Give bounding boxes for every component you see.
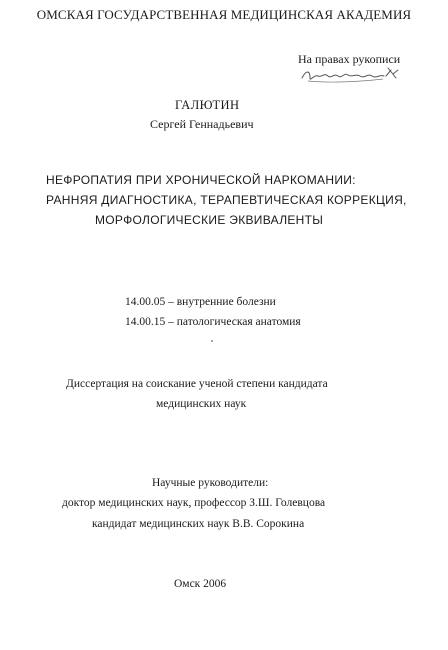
dissertation-title-line: МОРФОЛОГИЧЕСКИЕ ЭКВИВАЛЕНТЫ [95, 213, 324, 227]
institution-name: ОМСКАЯ ГОСУДАРСТВЕННАЯ МЕДИЦИНСКАЯ АКАДЕМИЯ [36, 7, 412, 22]
degree-purpose-line: медицинских наук [156, 398, 247, 410]
city-year: Омск 2006 [174, 578, 227, 590]
dissertation-title-line: РАННЯЯ ДИАГНОСТИКА, ТЕРАПЕВТИЧЕСКАЯ КОРРЕКЦИЯ, [46, 193, 407, 207]
specialty-code: 14.00.05 – внутренние болезни [125, 296, 276, 308]
supervisors-label: Научные руководители: [152, 477, 269, 489]
supervisor-name: доктор медицинских наук, профессор З.Ш. Голевцова [62, 497, 326, 509]
degree-purpose-line: Диссертация на соискание ученой степени кандидата [66, 378, 328, 390]
handwritten-signature [298, 64, 408, 86]
specialty-code: 14.00.15 – патологическая анатомия [125, 316, 301, 328]
rights-note: На правах рукописи [298, 52, 401, 66]
author-given-names: Сергей Геннадьевич [150, 117, 254, 131]
author-surname: ГАЛЮТИН [175, 98, 240, 112]
scan-speck [211, 340, 213, 342]
supervisor-name: кандидат медицинских наук В.В. Сорокина [92, 518, 305, 530]
dissertation-title-line: НЕФРОПАТИЯ ПРИ ХРОНИЧЕСКОЙ НАРКОМАНИИ: [46, 173, 356, 187]
